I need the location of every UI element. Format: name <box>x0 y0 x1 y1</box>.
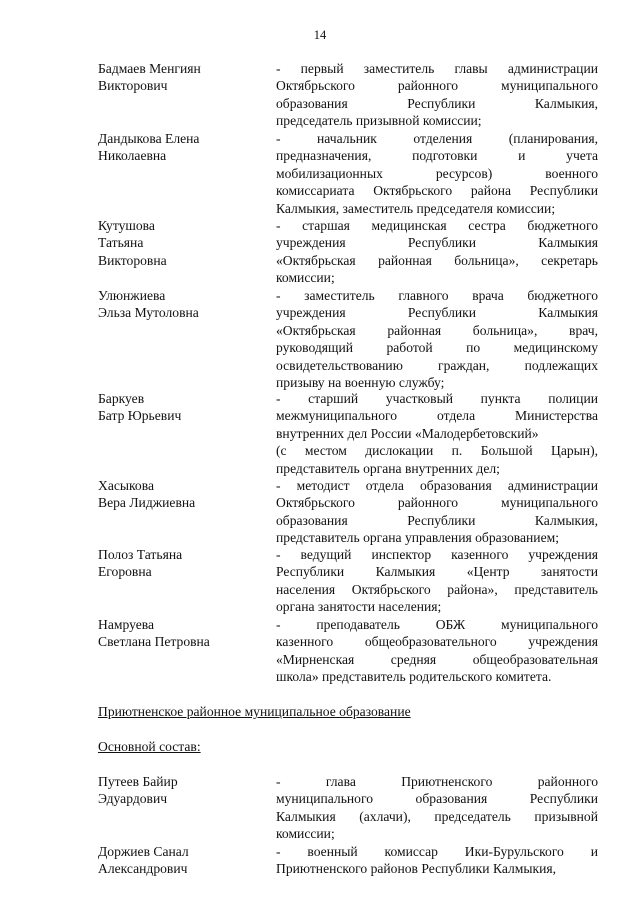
member-2-role: - начальник отделения (планирования, предназначения, подготовки и учета мобилизационных ресурсов) военного комиссариата Октябрьского района Республики Калмыкия, заместитель председателя комиссии; <box>276 131 598 216</box>
member-8-role: - преподаватель ОБЖ муниципального казенного общеобразовательного учреждения «Мирненская средняя общеобразовательная школа» представитель родительского комитета. <box>276 617 598 685</box>
member-2-name: Дандыкова Елена Николаевна <box>98 131 200 164</box>
page-number: 14 <box>313 28 327 42</box>
member-4-name: Улюнжиева Эльза Мутоловна <box>98 288 199 321</box>
member-8-name: Намруева Светлана Петровна <box>98 617 210 650</box>
member-7-role: - ведущий инспектор казенного учреждения Республики Калмыкия «Центр занятости населения Октябрьского района», представитель органа занятости населения; <box>276 547 598 615</box>
member-7-name: Полоз Татьяна Егоровна <box>98 547 183 580</box>
member-4-role: - заместитель главного врача бюджетного учреждения Республики Калмыкия «Октябрьская районная больница», врач, руководящий работой по медицинскому освидетельствованию граждан, подлежащих призыву на военную службу; <box>276 288 598 391</box>
member-1-role: - первый заместитель главы администрации Октябрьского районного муниципального образования Республики Калмыкия, председатель призывной комиссии; <box>276 61 598 129</box>
member-1-name: Бадмаев Менгиян Викторович <box>98 61 201 94</box>
member-9-name: Путеев Байир Эдуардович <box>98 774 178 807</box>
member-5-name: Баркуев Батр Юрьевич <box>98 391 182 424</box>
member-10-name: Доржиев Санал Александрович <box>98 844 189 877</box>
member-10-role: - военный комиссар Ики-Бурульского и Приютненского районов Республики Калмыкия, <box>276 844 598 877</box>
section-title: Приютненское районное муниципальное образование <box>98 704 411 719</box>
member-5-role: - старший участковый пункта полиции межмуниципального отдела Министерства внутренних дел России «Малодербетовский» (с местом дислокации п. Большой Царын), представитель органа внутренних дел; <box>276 391 598 476</box>
member-6-role: - методист отдела образования администрации Октябрьского районного муниципального образования Республики Калмыкия, представитель органа управления образованием; <box>276 478 598 546</box>
member-6-name: Хасыкова Вера Лиджиевна <box>98 478 196 511</box>
member-3-name: Кутушова Татьяна Викторовна <box>98 218 167 268</box>
member-3-role: - старшая медицинская сестра бюджетного учреждения Республики Калмыкия «Октябрьская районная больница», секретарь комиссии; <box>276 218 598 286</box>
member-9-role: - глава Приютненского районного муниципального образования Республики Калмыкия (ахлачи), председатель призывной комиссии; <box>276 774 598 842</box>
subsection-title: Основной состав: <box>98 739 201 754</box>
